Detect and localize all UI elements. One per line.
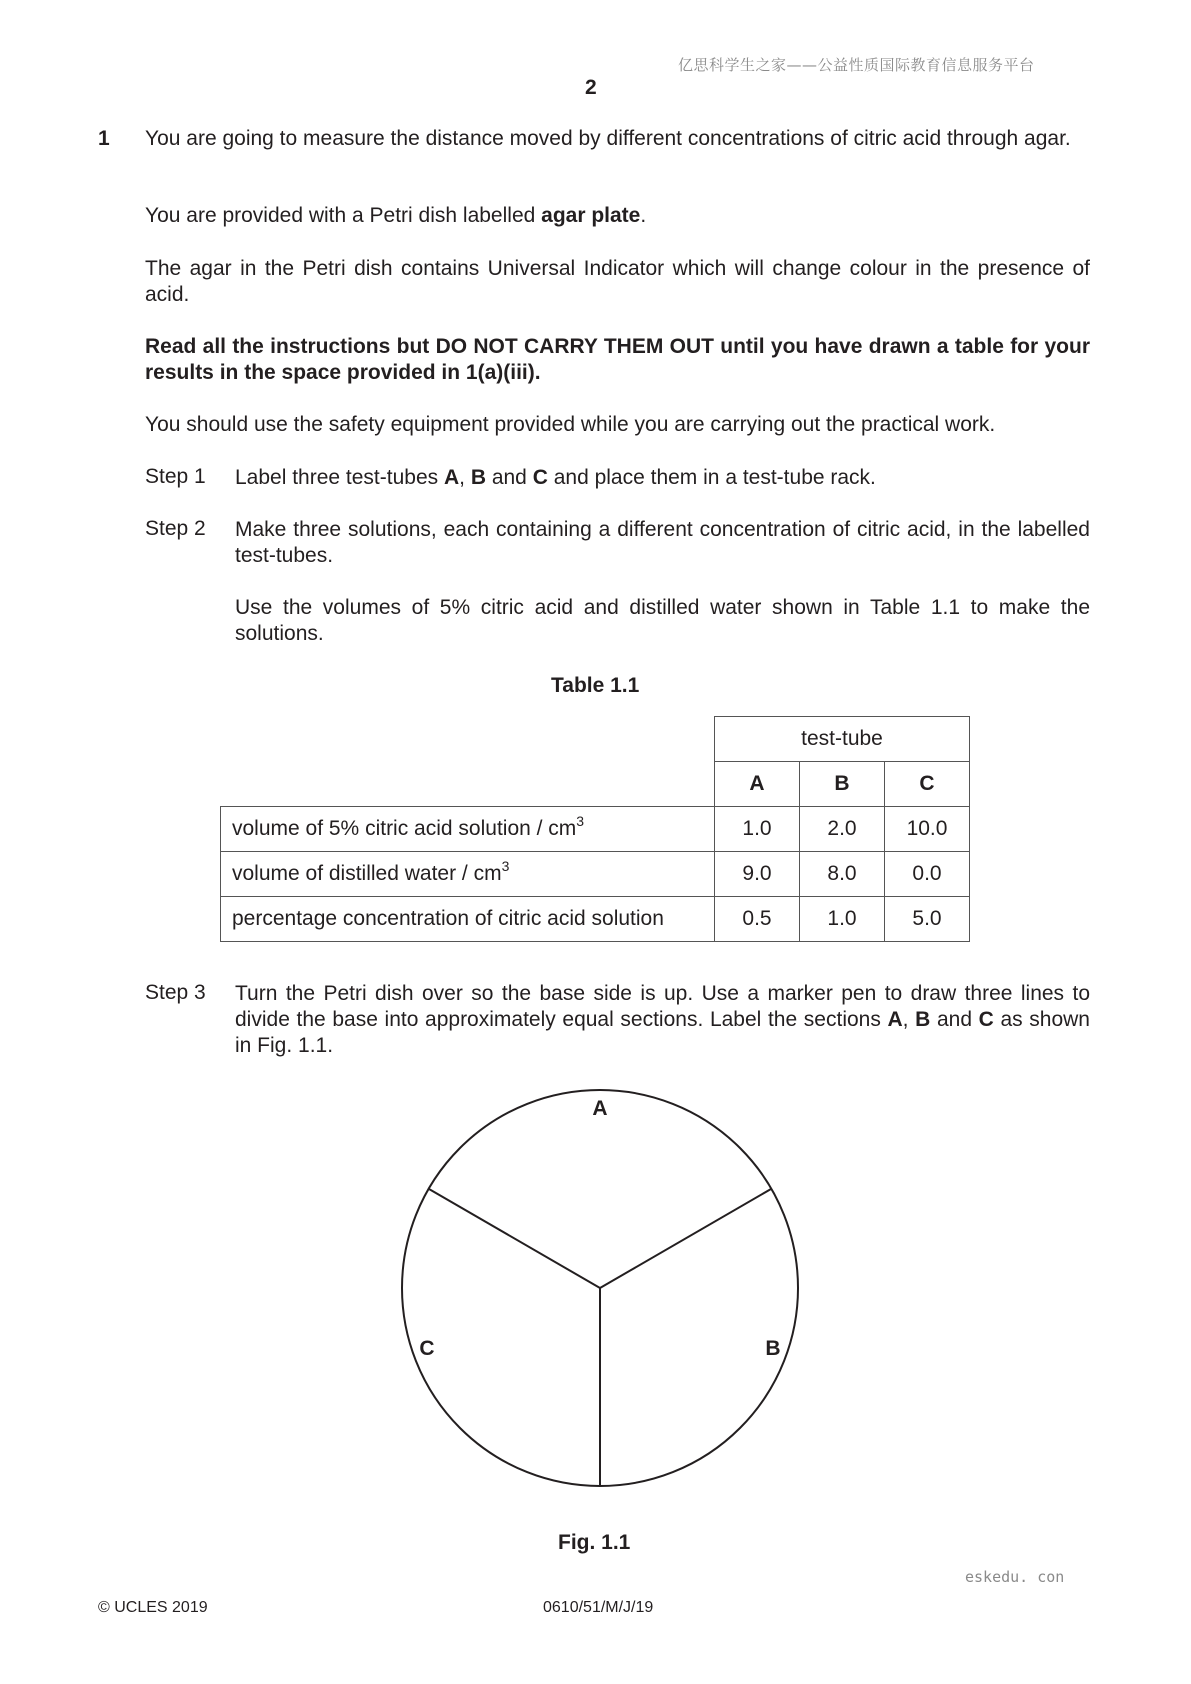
section-label-a: A	[592, 1097, 608, 1120]
step-2-text-2: Use the volumes of 5% citric acid and distilled water shown in Table 1.1 to make the solutions.	[235, 596, 1090, 645]
section-letter: B	[915, 1008, 931, 1031]
petri-dish-diagram	[395, 1083, 805, 1493]
table-cell: 2.0	[800, 807, 885, 852]
table-cell: 1.0	[715, 807, 800, 852]
instruction-warning: Read all the instructions but DO NOT CARRY THEM OUT until you have drawn a table for your results in the space provided in 1(a)(iii).	[145, 335, 1090, 384]
divider-line-left	[429, 1189, 600, 1288]
section-label-b: B	[765, 1337, 781, 1360]
step-text: as shown in Fig. 1.1.	[235, 1008, 1090, 1057]
intro-text: You are provided with a Petri dish labelled	[145, 204, 542, 227]
footer-paper-code: 0610/51/M/J/19	[543, 1599, 654, 1616]
table-header-row	[221, 717, 970, 762]
divider-line-right	[600, 1189, 771, 1288]
step-text: and	[930, 1008, 979, 1031]
superscript: 3	[576, 813, 585, 829]
row-label-text: volume of 5% citric acid solution / cm	[232, 817, 577, 840]
row-label-text: percentage concentration of citric acid solution	[232, 907, 664, 930]
step-text: ,	[459, 466, 471, 489]
intro-paragraph-3: The agar in the Petri dish contains Universal Indicator which will change colour in the presence of acid.	[145, 257, 1090, 306]
figure-caption: Fig. 1.1	[558, 1531, 631, 1554]
table-cell: 9.0	[715, 852, 800, 897]
table-row-label	[221, 852, 715, 897]
step-1-text	[235, 465, 1090, 491]
table-row-label	[221, 897, 715, 942]
table-row	[221, 807, 970, 852]
step-2-text: Make three solutions, each containing a different concentration of citric acid, in the labelled test-tubes.	[235, 518, 1090, 567]
table-column-header: B	[800, 762, 885, 807]
section-letter: C	[978, 1008, 994, 1031]
table-cell: 10.0	[885, 807, 970, 852]
step-text: Turn the Petri dish over so the base side is up. Use a marker pen to draw three lines to divide the base into approximately equal sections. Label the sections	[235, 982, 1090, 1031]
header-watermark: 亿思科学生之家——公益性质国际教育信息服务平台	[678, 56, 1035, 74]
table-group-header: test-tube	[715, 717, 970, 762]
table-blank-cell	[221, 762, 715, 807]
table-cell: 8.0	[800, 852, 885, 897]
intro-paragraph-1: You are going to measure the distance moved by different concentrations of citric acid through agar.	[145, 127, 1071, 150]
table-caption: Table 1.1	[551, 674, 640, 697]
safety-paragraph: You should use the safety equipment provided while you are carrying out the practical work.	[145, 413, 996, 436]
agar-plate-label: agar plate	[541, 204, 641, 227]
footer-copyright: © UCLES 2019	[98, 1599, 208, 1616]
table-row	[221, 852, 970, 897]
step-1-label: Step 1	[145, 465, 206, 488]
table-column-row	[221, 762, 970, 807]
step-text: ,	[902, 1008, 916, 1031]
superscript: 3	[501, 858, 510, 874]
row-label-text: volume of distilled water / cm	[232, 862, 502, 885]
section-letter: A	[887, 1008, 903, 1031]
intro-text: .	[640, 204, 647, 227]
page-number: 2	[585, 76, 597, 99]
table-cell: 0.0	[885, 852, 970, 897]
tube-letter: B	[470, 466, 486, 489]
table-cell: 5.0	[885, 897, 970, 942]
step-3-label: Step 3	[145, 981, 206, 1004]
section-label-c: C	[419, 1337, 435, 1360]
step-2-label: Step 2	[145, 517, 206, 540]
results-table	[220, 716, 970, 942]
step-text: and place them in a test-tube rack.	[547, 466, 876, 489]
table-row	[221, 897, 970, 942]
step-text: and	[485, 466, 533, 489]
table-cell: 0.5	[715, 897, 800, 942]
footer-watermark: eskedu. con	[965, 1568, 1065, 1586]
tube-letter: A	[443, 466, 460, 489]
question-number: 1	[98, 127, 110, 150]
table-cell: 1.0	[800, 897, 885, 942]
table-row-label	[221, 807, 715, 852]
table-column-header: A	[715, 762, 800, 807]
step-text: Label three test-tubes	[235, 466, 444, 489]
tube-letter: C	[532, 466, 548, 489]
table-blank-cell	[221, 717, 715, 762]
intro-paragraph-2	[145, 203, 1090, 229]
table-column-header: C	[885, 762, 970, 807]
step-3-text	[235, 981, 1090, 1059]
